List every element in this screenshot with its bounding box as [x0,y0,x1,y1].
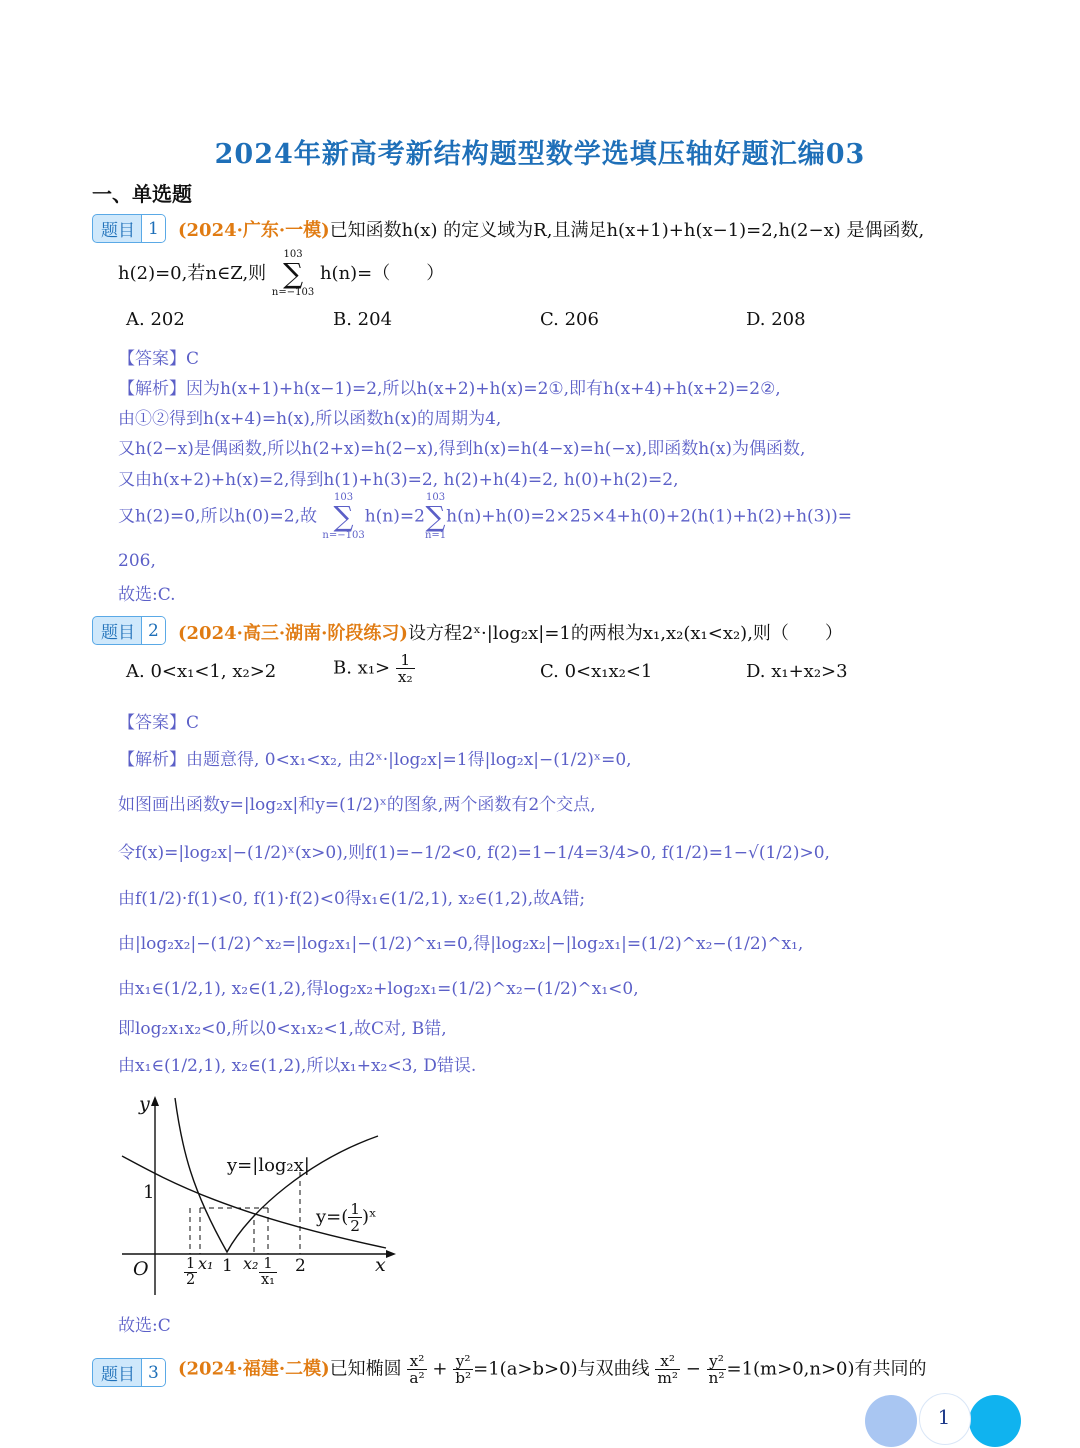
tick-half [184,1257,197,1288]
page-number: 1 [937,1405,951,1429]
badge-label: 题目 [101,221,135,241]
question-1-text-2b: h(n)=（ ） [319,263,445,284]
graph-y-one: 1 [143,1182,155,1203]
denominator: x₁ [261,1272,275,1289]
question-2-source: (2024·高三·湖南·阶段练习) [178,623,408,644]
numerator: x² [407,1353,426,1370]
solution-1-line-7: 故选:C. [118,585,176,605]
sol5b: h(n)=2 [364,506,425,527]
question-badge-1 [92,214,166,243]
fraction [453,1353,473,1386]
fraction [184,1257,197,1288]
denominator: 2 [350,1217,361,1236]
answer-2: 【答案】C [118,713,200,733]
tick-one: 1 [222,1256,233,1276]
option-b: B. 204 [333,309,393,330]
final-answer-2: 故选:C [118,1316,171,1336]
question-2-line-1 [178,619,843,645]
option-a: A. 202 [126,309,185,330]
fraction [655,1353,680,1386]
exp-label-post: )ˣ [362,1206,377,1228]
sol5c: h(n)+h(0)=2×25×4+h(0)+2(h(1)+h(2)+h(3))= [446,506,852,527]
fraction [259,1257,277,1288]
numerator: 1 [259,1257,277,1273]
fraction [407,1353,426,1386]
sum-upper: 103 [283,249,303,260]
tick-x2: x₂ [243,1254,259,1273]
graph-x-label: x [375,1254,386,1276]
section-heading: 一、单选题 [92,182,192,206]
page-dot-left [865,1395,917,1447]
solution-1-line-3: 又h(2−x)是偶函数,所以h(2+x)=h(2−x),得到h(x)=h(4−x)=h(−x),即函数h(x)为偶函数, [118,439,806,459]
graph-exp-label [316,1201,377,1234]
question-3-text-a: 已知椭圆 [329,1358,402,1380]
solution-1-line-6: 206, [118,551,156,571]
sum-upper: 103 [425,492,446,503]
question-3-line-1: (2024·福建·二模)已知椭圆 $\frac{\text{x²}}{\text{a²}}$ + $\frac{\text{y²}}{\text{b²}}$ =1(a>b>0)与双曲线 $\frac{\text{x²}}{\text{m²}}$ − $\frac{\text{y²}}{\text{n²}}$ =1(m>0,n>0)有共同的 [178,1352,927,1388]
badge-number: 2 [141,617,165,644]
graph-log-label: y=|log₂x| [227,1155,310,1176]
solution-1-line-5 [118,493,852,541]
denominator: m² [657,1369,678,1388]
question-1-text-2a: h(2)=0,若n∈Z,则 [118,263,267,284]
tick-two: 2 [295,1256,306,1276]
question-badge-3 [92,1358,166,1387]
tick-inv-x1 [259,1257,277,1288]
fraction [707,1353,727,1386]
answer-1: 【答案】C [118,349,200,369]
question-3-text-c: =1(m>0,n>0)有共同的 [726,1358,927,1380]
denominator: n² [708,1369,725,1388]
fraction [396,652,415,685]
numerator: 1 [186,1256,196,1272]
option-b [333,652,415,685]
sum-lower: n=−103 [322,530,365,541]
graph-y-label: y [139,1093,150,1115]
denominator: a² [409,1369,425,1388]
sum-symbol: 103 ∑ n=−103 [322,492,365,541]
question-badge-2 [92,616,166,645]
denominator: b² [455,1369,472,1388]
numerator: 1 [396,652,415,669]
solution-1-line-2: 由①②得到h(x+4)=h(x),所以函数h(x)的周期为4, [118,409,502,429]
y-axis-arrow [151,1096,159,1106]
question-3-text-b: =1(a>b>0)与双曲线 [473,1358,650,1380]
exp-label-pre: y=( [316,1206,349,1228]
option-d: D. x₁+x₂>3 [746,661,848,682]
badge-number: 1 [141,215,165,242]
denominator: 2 [186,1272,196,1289]
sum-symbol: 103 ∑ n=−103 [271,249,315,298]
sum-lower: n=−103 [271,287,315,298]
numerator: x² [655,1353,680,1370]
badge-label: 题目 [101,623,135,643]
solution-2-line-4: 由f(1/2)·f(1)<0, f(1)·f(2)<0得x₁∈(1/2,1), x₂∈(1,2),故A错; [118,889,586,909]
option-d: D. 208 [746,309,806,330]
solution-2-line-2: 如图画出函数y=|log₂x|和y=(1/2)ˣ的图象,两个函数有2个交点, [118,795,596,815]
question-3-source: (2024·福建·二模) [178,1358,330,1380]
option-a: A. 0<x₁<1, x₂>2 [126,661,277,682]
graph-origin: O [133,1258,149,1280]
page-title: 2024年新高考新结构题型数学选填压轴好题汇编03 [214,139,866,170]
fraction [348,1201,362,1234]
badge-number: 3 [141,1359,165,1386]
solution-2-line-8: 由x₁∈(1/2,1), x₂∈(1,2),所以x₁+x₂<3, D错误. [118,1056,477,1076]
sol5a: 又h(2)=0,所以h(0)=2,故 [118,506,317,527]
x-axis-arrow [386,1250,396,1258]
denominator: x₂ [397,668,413,687]
solution-2-line-7: 即log₂x₁x₂<0,所以0<x₁x₂<1,故C对, B错, [118,1019,447,1039]
solution-2-line-6: 由x₁∈(1/2,1), x₂∈(1,2),得log₂x₂+log₂x₁=(1/2)^x₂−(1/2)^x₁<0, [118,979,639,999]
sum-upper: 103 [334,492,354,503]
question-1-line-1 [178,216,924,242]
option-c: C. 206 [540,309,599,330]
solution-1-line-4: 又由h(x+2)+h(x)=2,得到h(1)+h(3)=2, h(2)+h(4)=2, h(0)+h(2)=2, [118,470,679,490]
tick-x1: x₁ [198,1254,214,1273]
page-dot-right [969,1395,1021,1447]
solution-2-line-5: 由|log₂x₂|−(1/2)^x₂=|log₂x₁|−(1/2)^x₁=0,得|log₂x₂|−|log₂x₁|=(1/2)^x₂−(1/2)^x₁, [118,934,804,954]
option-b-prefix: B. x₁> [333,657,391,679]
solution-2-line-1: 【解析】由题意得, 0<x₁<x₂, 由2ˣ·|log₂x|=1得|log₂x|−(1/2)ˣ=0, [118,750,632,770]
badge-label: 题目 [101,1365,135,1385]
page-indicator [865,1393,1025,1448]
question-1-line-2 [118,250,444,298]
question-1-text: 已知函数h(x) 的定义域为R,且满足h(x+1)+h(x−1)=2,h(2−x) 是偶函数, [329,220,925,241]
numerator: 1 [350,1200,361,1218]
option-c: C. 0<x₁x₂<1 [540,661,653,682]
sum-symbol: 103 ∑ n=1 [424,492,447,541]
numerator: y² [707,1353,727,1370]
sum-lower: n=1 [424,530,447,541]
question-1-source: (2024·广东·一模) [178,220,330,241]
solution-2-line-3: 令f(x)=|log₂x|−(1/2)ˣ(x>0),则f(1)=−1/2<0, f(2)=1−1/4=3/4>0, f(1/2)=1−√(1/2)>0, [118,843,830,863]
solution-1-line-1: 【解析】因为h(x+1)+h(x−1)=2,所以h(x+2)+h(x)=2①,即有h(x+4)+h(x+2)=2②, [118,379,781,399]
question-2-text: 设方程2ˣ·|log₂x|=1的两根为x₁,x₂(x₁<x₂),则（ ） [407,623,843,644]
numerator: y² [453,1353,473,1370]
